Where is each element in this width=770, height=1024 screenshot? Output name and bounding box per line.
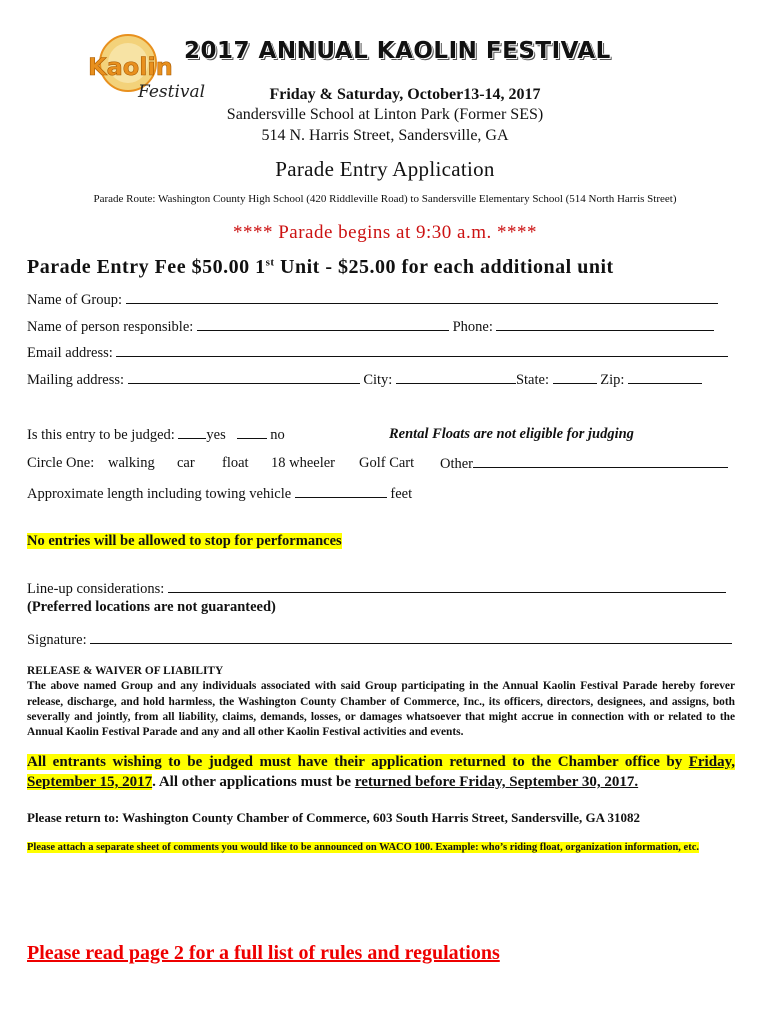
return-address: Please return to: Washington County Chamber of Commerce, 603 South Harris Street, Sandersville, GA 31082 [27, 810, 641, 825]
person-row [27, 318, 714, 336]
option-golf-cart[interactable]: Golf Cart [359, 455, 415, 471]
judged-label: Is this entry to be judged: [27, 427, 175, 443]
parade-route: Parade Route: Washington County High School (420 Riddleville Road) to Sandersville Elementary School (514 North Harris Street) [93, 193, 677, 205]
fee-superscript: st [265, 256, 275, 269]
form-title: Parade Entry Application [275, 157, 495, 181]
judged-yes-label: yes [206, 427, 226, 443]
state-label: State: [515, 372, 549, 388]
lineup-label: Line-up considerations: [27, 581, 165, 597]
option-other [440, 455, 728, 473]
deadline-date-2: returned before Friday, September 30, 2017. [354, 774, 639, 790]
judged-no-label: no [270, 427, 285, 443]
circle-one-label: Circle One: [27, 455, 95, 471]
option-car[interactable]: car [177, 455, 195, 471]
logo-script: Festival [138, 82, 206, 102]
group-name-label: Name of Group: [27, 292, 123, 308]
rental-note: Rental Floats are not eligible for judging [389, 426, 634, 442]
group-name-field[interactable] [126, 291, 718, 304]
city-label: City: [363, 372, 393, 388]
festival-title: 2017 ANNUAL KAOLIN FESTIVAL [184, 38, 611, 64]
phone-label: Phone: [452, 319, 493, 335]
lineup-row [27, 580, 726, 598]
judged-row [27, 426, 285, 444]
preferred-note: (Preferred locations are not guaranteed) [27, 599, 276, 615]
person-field[interactable] [197, 318, 449, 331]
zip-field[interactable] [628, 371, 702, 384]
attach-note-text: Please attach a separate sheet of comments you would like to be announced on WACO 100. Example: who’s riding float, organization information, etc. [27, 842, 699, 853]
email-field[interactable] [116, 344, 728, 357]
deadline-date-1: Friday, September 15, 2017 [27, 754, 735, 790]
mailing-row [27, 371, 702, 389]
fee-text-1: Parade Entry Fee $50.00 1 [27, 256, 266, 278]
no-stop-text: No entries will be allowed to stop for performances [27, 533, 342, 549]
option-float[interactable]: float [222, 455, 249, 471]
option-other-label[interactable]: Other [440, 456, 474, 472]
deadline-text-2: . All other applications must be [152, 774, 355, 790]
signature-label: Signature: [27, 632, 87, 648]
event-venue: Sandersville School at Linton Park (Former SES) [226, 106, 544, 123]
group-name-row [27, 291, 718, 309]
judged-no-field[interactable] [237, 426, 267, 439]
person-label: Name of person responsible: [27, 319, 194, 335]
logo-text: Kaolin [88, 53, 173, 81]
option-18-wheeler[interactable]: 18 wheeler [271, 455, 336, 471]
read-page-2-notice: Please read page 2 for a full list of rules and regulations [27, 942, 500, 964]
entry-fee [27, 256, 614, 279]
phone-field[interactable] [496, 318, 714, 331]
judged-yes-field[interactable] [178, 426, 206, 439]
feet-label: feet [390, 486, 413, 502]
signature-row [27, 631, 732, 649]
release-heading: RELEASE & WAIVER OF LIABILITY [27, 665, 224, 677]
deadline-notice [27, 752, 735, 792]
option-walking[interactable]: walking [108, 455, 155, 471]
event-address: 514 N. Harris Street, Sandersville, GA [261, 127, 509, 144]
event-date: Friday & Saturday, October13-14, 2017 [269, 86, 541, 103]
parade-start-time: **** Parade begins at 9:30 a.m. **** [232, 222, 537, 243]
attach-note [27, 840, 735, 855]
fee-text-2: Unit - $25.00 for each additional unit [274, 256, 614, 278]
circle-one-row [27, 455, 94, 472]
release-waiver [27, 664, 735, 740]
email-label: Email address: [27, 345, 113, 361]
length-field[interactable] [295, 485, 387, 498]
other-field[interactable] [473, 455, 728, 468]
state-field[interactable] [553, 371, 597, 384]
signature-field[interactable] [90, 631, 732, 644]
no-stop-notice [27, 533, 342, 550]
release-body: The above named Group and any individuals associated with said Group participating in the Annual Kaolin Festival Parade hereby forever release, discharge, and hold harmless, the Washington County Chamber of Commerce, Inc., its officers, directors, designees, and assigns, both severally and jointly, from all liability, claims, demands, losses, or damages whatsoever that might accrue in connection with or related to the Annual Kaolin Festival Parade and any and all other Kaolin Festival activities and events. [27, 680, 735, 739]
email-row [27, 344, 728, 362]
lineup-field[interactable] [168, 580, 726, 593]
length-row [27, 485, 412, 503]
length-label: Approximate length including towing vehicle [27, 486, 292, 502]
zip-label: Zip: [600, 372, 625, 388]
mailing-field[interactable] [128, 371, 360, 384]
deadline-text-1: All entrants wishing to be judged must have their application returned to the Chamber office by [27, 754, 689, 770]
city-field[interactable] [396, 371, 516, 384]
mailing-label: Mailing address: [27, 372, 125, 388]
